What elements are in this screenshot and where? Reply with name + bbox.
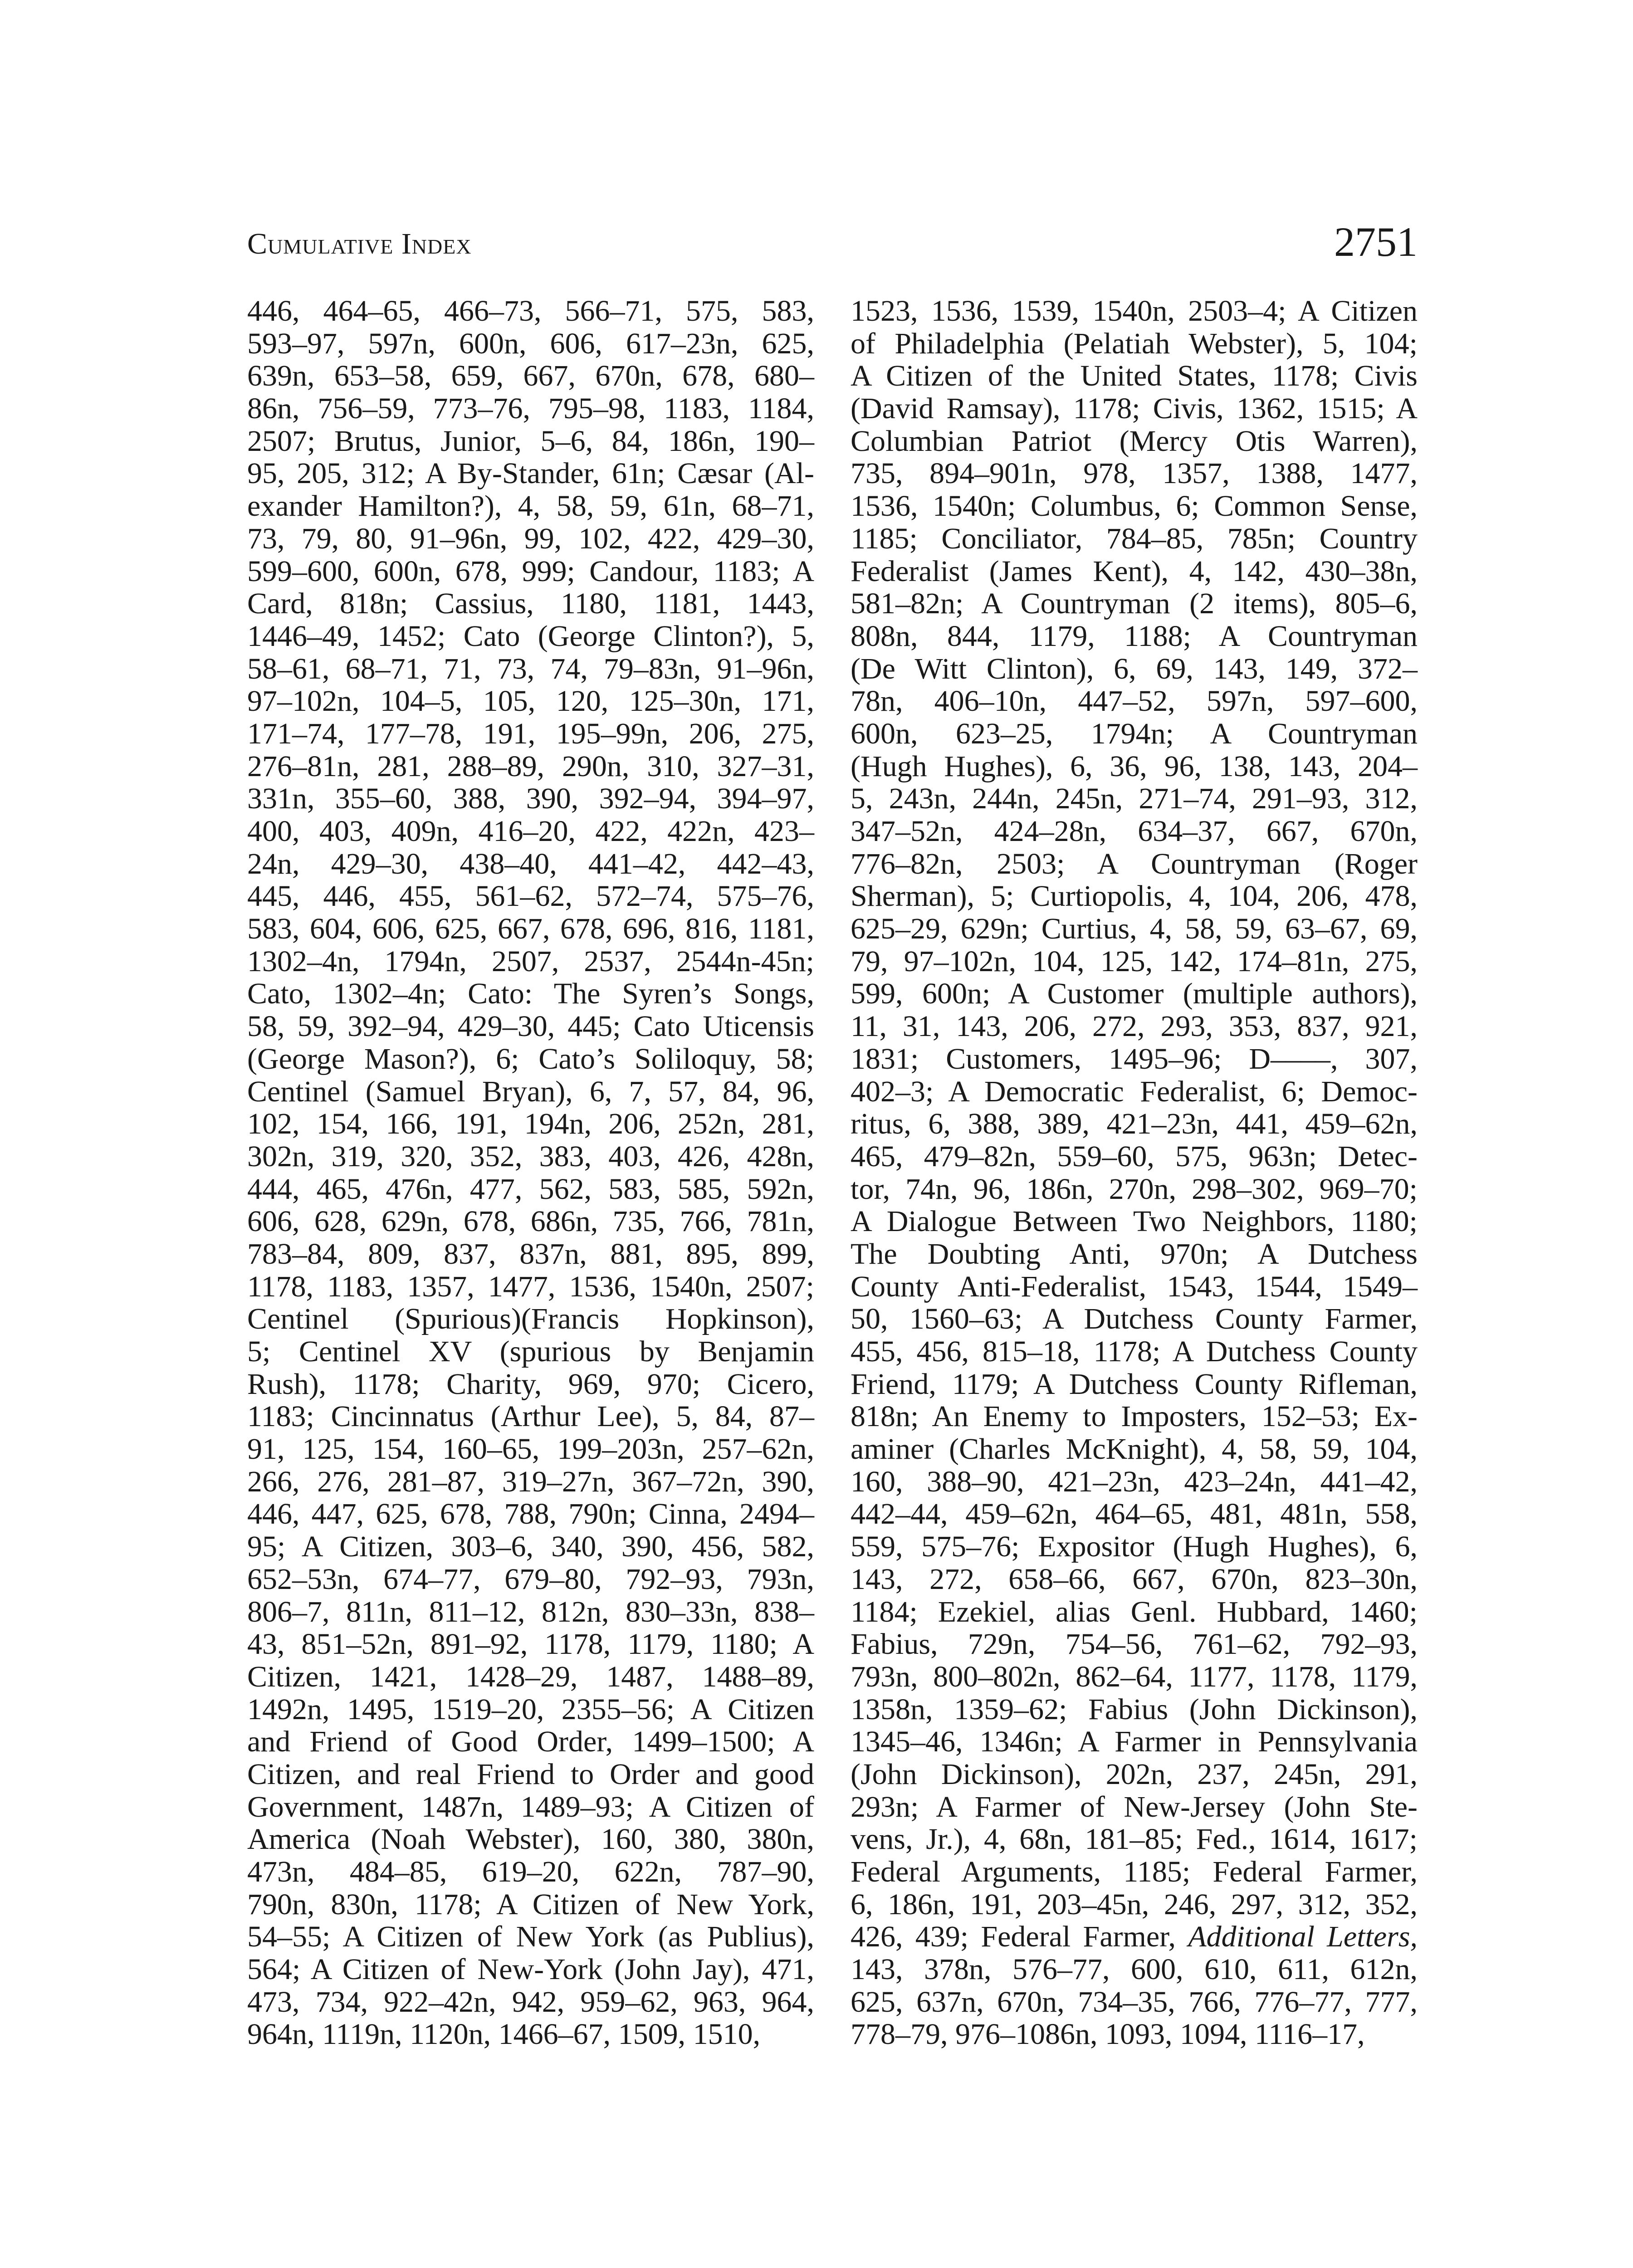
index-line: 806–7, 811n, 811–12, 812n, 830–33n, 838– [247, 1595, 814, 1628]
index-line: 444, 465, 476n, 477, 562, 583, 585, 592n, [247, 1172, 814, 1206]
index-line: Federalist (James Kent), 4, 142, 430–38n, [851, 554, 1418, 588]
index-line: (George Mason?), 6; Cato’s Soliloquy, 58; [247, 1042, 814, 1075]
index-line: 331n, 355–60, 388, 390, 392–94, 394–97, [247, 782, 814, 816]
index-line: 58, 59, 392–94, 429–30, 445; Cato Uticensis [247, 1010, 814, 1043]
index-line: 1178, 1183, 1357, 1477, 1536, 1540n, 2507; [247, 1270, 814, 1303]
index-line: 564; A Citizen of New-York (John Jay), 471, [247, 1953, 814, 1986]
index-line: 143, 378n, 576–77, 600, 610, 611, 612n, [851, 1953, 1418, 1986]
index-line: 445, 446, 455, 561–62, 572–74, 575–76, [247, 880, 814, 913]
index-line: Citizen, and real Friend to Order and good [247, 1757, 814, 1791]
index-line: 1358n, 1359–62; Fabius (John Dickinson), [851, 1692, 1418, 1726]
index-line: 1523, 1536, 1539, 1540n, 2503–4; A Citizen [851, 294, 1418, 327]
index-line: 446, 447, 625, 678, 788, 790n; Cinna, 2494– [247, 1497, 814, 1531]
index-line: County Anti-Federalist, 1543, 1544, 1549– [851, 1270, 1418, 1303]
index-line: 639n, 653–58, 659, 667, 670n, 678, 680– [247, 359, 814, 393]
index-line: 79, 97–102n, 104, 125, 142, 174–81n, 275, [851, 944, 1418, 978]
index-line-italic: Additional Letters, [1188, 1920, 1418, 1954]
running-head [247, 218, 1418, 277]
index-line: ritus, 6, 388, 389, 421–23n, 441, 459–62n, [851, 1107, 1418, 1141]
index-line: and Friend of Good Order, 1499–1500; A [247, 1725, 814, 1759]
index-line: 776–82n, 2503; A Countryman (Roger [851, 847, 1418, 880]
index-line: vens, Jr.), 4, 68n, 181–85; Fed., 1614, 1617; [851, 1823, 1418, 1856]
index-line: 1184; Ezekiel, alias Genl. Hubbard, 1460; [851, 1595, 1418, 1628]
index-line: 793n, 800–802n, 862–64, 1177, 1178, 1179, [851, 1660, 1418, 1693]
index-line: 1302–4n, 1794n, 2507, 2537, 2544n-45n; [247, 944, 814, 978]
index-line: 97–102n, 104–5, 105, 120, 125–30n, 171, [247, 684, 814, 718]
index-line: 442–44, 459–62n, 464–65, 481, 481n, 558, [851, 1497, 1418, 1531]
index-line: 1183; Cincinnatus (Arthur Lee), 5, 84, 87– [247, 1400, 814, 1433]
index-line-text: 426, 439; Federal Farmer, [851, 1920, 1188, 1954]
index-line: 593–97, 597n, 600n, 606, 617–23n, 625, [247, 327, 814, 360]
index-line: 808n, 844, 1179, 1188; A Countryman [851, 619, 1418, 653]
index-line: 171–74, 177–78, 191, 195–99n, 206, 275, [247, 717, 814, 750]
index-line: 446, 464–65, 466–73, 566–71, 575, 583, [247, 294, 814, 327]
index-line: 455, 456, 815–18, 1178; A Dutchess County [851, 1335, 1418, 1368]
index-line: 600n, 623–25, 1794n; A Countryman [851, 717, 1418, 750]
index-line: 73, 79, 80, 91–96n, 99, 102, 422, 429–30, [247, 522, 814, 555]
index-line: 581–82n; A Countryman (2 items), 805–6, [851, 587, 1418, 621]
index-line: Card, 818n; Cassius, 1180, 1181, 1443, [247, 587, 814, 621]
index-line: Government, 1487n, 1489–93; A Citizen of [247, 1790, 814, 1823]
index-line: 1185; Conciliator, 784–85, 785n; Country [851, 522, 1418, 555]
index-line: of Philadelphia (Pelatiah Webster), 5, 104; [851, 327, 1418, 360]
index-line: aminer (Charles McKnight), 4, 58, 59, 104, [851, 1432, 1418, 1466]
index-line: Sherman), 5; Curtiopolis, 4, 104, 206, 478, [851, 880, 1418, 913]
index-column-left [247, 295, 814, 2051]
index-line: (John Dickinson), 202n, 237, 245n, 291, [851, 1757, 1418, 1791]
index-line: 599, 600n; A Customer (multiple authors), [851, 977, 1418, 1011]
running-head-title: Cumulative Index [247, 227, 472, 260]
index-line: 266, 276, 281–87, 319–27n, 367–72n, 390, [247, 1465, 814, 1498]
index-line: A Citizen of the United States, 1178; Civis [851, 359, 1418, 393]
index-line: Fabius, 729n, 754–56, 761–62, 792–93, [851, 1628, 1418, 1661]
index-line: Cato, 1302–4n; Cato: The Syren’s Songs, [247, 977, 814, 1011]
index-line: 790n, 830n, 1178; A Citizen of New York, [247, 1887, 814, 1921]
index-line: 95, 205, 312; A By-Stander, 61n; Cæsar (Al- [247, 457, 814, 490]
index-line: 5; Centinel XV (spurious by Benjamin [247, 1335, 814, 1368]
index-line: 625–29, 629n; Curtius, 4, 58, 59, 63–67, 69, [851, 912, 1418, 946]
index-line: 559, 575–76; Expositor (Hugh Hughes), 6, [851, 1530, 1418, 1564]
index-line: 24n, 429–30, 438–40, 441–42, 442–43, [247, 847, 814, 880]
index-line: Federal Arguments, 1185; Federal Farmer, [851, 1855, 1418, 1888]
index-line: (Hugh Hughes), 6, 36, 96, 138, 143, 204– [851, 749, 1418, 783]
index-line: 95; A Citizen, 303–6, 340, 390, 456, 582, [247, 1530, 814, 1564]
index-line: Columbian Patriot (Mercy Otis Warren), [851, 424, 1418, 458]
index-line: 778–79, 976–1086n, 1093, 1094, 1116–17, [851, 2018, 1365, 2051]
index-line: 473n, 484–85, 619–20, 622n, 787–90, [247, 1855, 814, 1888]
index-line: (David Ramsay), 1178; Civis, 1362, 1515; A [851, 392, 1418, 425]
index-line: 58–61, 68–71, 71, 73, 74, 79–83n, 91–96n, [247, 652, 814, 685]
index-line: 783–84, 809, 837, 837n, 881, 895, 899, [247, 1237, 814, 1271]
page-number: 2751 [1334, 219, 1418, 265]
index-line: 1492n, 1495, 1519–20, 2355–56; A Citizen [247, 1692, 814, 1726]
index-line: 276–81n, 281, 288–89, 290n, 310, 327–31, [247, 749, 814, 783]
index-line: 2507; Brutus, Junior, 5–6, 84, 186n, 190– [247, 424, 814, 458]
index-line: 43, 851–52n, 891–92, 1178, 1179, 1180; A [247, 1628, 814, 1661]
index-line: 606, 628, 629n, 678, 686n, 735, 766, 781n, [247, 1205, 814, 1238]
index-line: 5, 243n, 244n, 245n, 271–74, 291–93, 312, [851, 782, 1418, 816]
index-line: Friend, 1179; A Dutchess County Rifleman, [851, 1367, 1418, 1401]
index-line: 583, 604, 606, 625, 667, 678, 696, 816, 1181, [247, 912, 814, 946]
index-line: 293n; A Farmer of New-Jersey (John Ste- [851, 1790, 1418, 1823]
index-line: tor, 74n, 96, 186n, 270n, 298–302, 969–70; [851, 1172, 1418, 1206]
index-line [851, 1921, 1418, 1953]
index-line: 102, 154, 166, 191, 194n, 206, 252n, 281, [247, 1107, 814, 1141]
index-line: 1345–46, 1346n; A Farmer in Pennsylvania [851, 1725, 1418, 1759]
index-line: America (Noah Webster), 160, 380, 380n, [247, 1823, 814, 1856]
index-line: Centinel (Samuel Bryan), 6, 7, 57, 84, 96, [247, 1075, 814, 1108]
index-line: 11, 31, 143, 206, 272, 293, 353, 837, 921, [851, 1010, 1418, 1043]
index-column-right [851, 295, 1418, 2051]
index-line: exander Hamilton?), 4, 58, 59, 61n, 68–71, [247, 489, 814, 523]
index-line: 1536, 1540n; Columbus, 6; Common Sense, [851, 489, 1418, 523]
index-line: The Doubting Anti, 970n; A Dutchess [851, 1237, 1418, 1271]
index-line: Centinel (Spurious)(Francis Hopkinson), [247, 1302, 814, 1336]
index-line: 1446–49, 1452; Cato (George Clinton?), 5, [247, 619, 814, 653]
index-line: 465, 479–82n, 559–60, 575, 963n; Detec- [851, 1139, 1418, 1173]
index-line: (De Witt Clinton), 6, 69, 143, 149, 372– [851, 652, 1418, 685]
index-line: A Dialogue Between Two Neighbors, 1180; [851, 1205, 1418, 1238]
index-line: 402–3; A Democratic Federalist, 6; Democ- [851, 1075, 1418, 1108]
index-line: 78n, 406–10n, 447–52, 597n, 597–600, [851, 684, 1418, 718]
index-line: 652–53n, 674–77, 679–80, 792–93, 793n, [247, 1562, 814, 1596]
index-line: 599–600, 600n, 678, 999; Candour, 1183; A [247, 554, 814, 588]
index-line: Rush), 1178; Charity, 969, 970; Cicero, [247, 1367, 814, 1401]
index-line: 625, 637n, 670n, 734–35, 766, 776–77, 777, [851, 1985, 1418, 2019]
index-line: 347–52n, 424–28n, 634–37, 667, 670n, [851, 815, 1418, 848]
index-line: 6, 186n, 191, 203–45n, 246, 297, 312, 352, [851, 1887, 1418, 1921]
index-line: 91, 125, 154, 160–65, 199–203n, 257–62n, [247, 1432, 814, 1466]
index-line: 1831; Customers, 1495–96; D––––, 307, [851, 1042, 1418, 1075]
index-line: 735, 894–901n, 978, 1357, 1388, 1477, [851, 457, 1418, 490]
index-line: 86n, 756–59, 773–76, 795–98, 1183, 1184, [247, 392, 814, 425]
index-line: 473, 734, 922–42n, 942, 959–62, 963, 964, [247, 1985, 814, 2019]
index-line: Citizen, 1421, 1428–29, 1487, 1488–89, [247, 1660, 814, 1693]
index-line: 143, 272, 658–66, 667, 670n, 823–30n, [851, 1562, 1418, 1596]
index-line: 54–55; A Citizen of New York (as Publius), [247, 1920, 814, 1954]
index-line: 50, 1560–63; A Dutchess County Farmer, [851, 1302, 1418, 1336]
index-line: 964n, 1119n, 1120n, 1466–67, 1509, 1510, [247, 2018, 761, 2051]
index-line: 818n; An Enemy to Imposters, 152–53; Ex- [851, 1400, 1418, 1433]
index-line: 400, 403, 409n, 416–20, 422, 422n, 423– [247, 815, 814, 848]
index-line: 160, 388–90, 421–23n, 423–24n, 441–42, [851, 1465, 1418, 1498]
index-line: 302n, 319, 320, 352, 383, 403, 426, 428n, [247, 1139, 814, 1173]
